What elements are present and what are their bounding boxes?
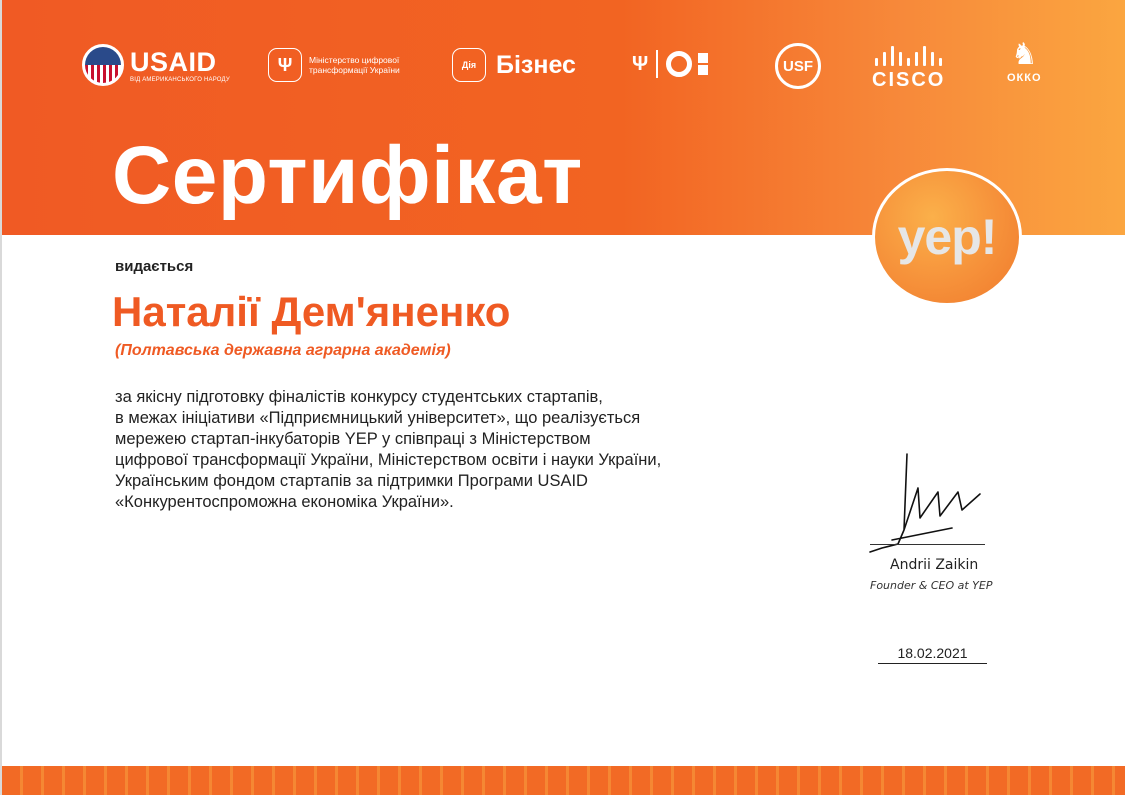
- okko-logo: [1007, 38, 1042, 84]
- mincifra-logo: [268, 48, 429, 82]
- usaid-logo: [82, 44, 230, 86]
- body-line: мережею стартап-інкубаторів YEP у співпраці з Міністерством: [115, 430, 591, 448]
- cisco-name: CISCO: [872, 69, 946, 91]
- signer-name: Andrii Zaikin: [890, 557, 979, 573]
- ring-icon: [666, 51, 692, 77]
- usaid-subtitle: ВІД АМЕРИКАНСЬКОГО НАРОДУ: [130, 76, 230, 83]
- yep-badge: [872, 168, 1022, 306]
- ukraine-o-logo: [632, 50, 708, 78]
- cisco-bars-icon: [873, 44, 945, 66]
- issued-label: видається: [115, 258, 194, 275]
- recipient-institution: (Полтавська державна аграрна академія): [115, 342, 451, 359]
- usf-name: USF: [775, 43, 821, 89]
- issue-date: 18.02.2021: [897, 645, 968, 661]
- recipient-name: Наталії Дем'яненко: [112, 288, 511, 335]
- usaid-name: USAID: [130, 46, 217, 77]
- certificate-body: [115, 387, 775, 513]
- yep-badge-text: yep!: [897, 209, 997, 265]
- mincifra-text: Міністерство цифрової трансформації України: [309, 55, 400, 75]
- body-line: в межах ініціативи «Підприємницький університет», що реалізується: [115, 409, 641, 427]
- diia-badge: Дія: [452, 48, 486, 82]
- griffin-icon: ♞: [1010, 38, 1038, 71]
- trident-icon: Ψ: [632, 52, 649, 75]
- body-line: за якісну підготовку фіналістів конкурсу студентських стартапів,: [115, 388, 603, 406]
- okko-name: ОККО: [1007, 72, 1042, 84]
- usf-logo: [775, 43, 821, 89]
- cisco-logo: [872, 44, 945, 92]
- partner-logos: [2, 38, 1125, 98]
- squares-icon: [698, 52, 708, 76]
- body-line: «Конкурентоспроможна економіка України».: [115, 493, 454, 511]
- diia-word: Бізнес: [496, 50, 576, 79]
- trident-icon: Ψ: [268, 48, 302, 82]
- signature: [862, 448, 992, 558]
- footer-band: [2, 766, 1125, 795]
- usaid-seal-icon: [82, 44, 124, 86]
- signature-line: [870, 544, 985, 545]
- signer-title: Founder & CEO at YEP: [870, 579, 993, 592]
- diia-business-logo: [452, 48, 576, 82]
- date-field: [878, 645, 987, 664]
- body-line: цифрової трансформації України, Міністерством освіти і науки України,: [115, 451, 662, 469]
- body-line: Українським фондом стартапів за підтримки Програми USAID: [115, 472, 588, 490]
- certificate-title: Сертифікат: [112, 130, 583, 221]
